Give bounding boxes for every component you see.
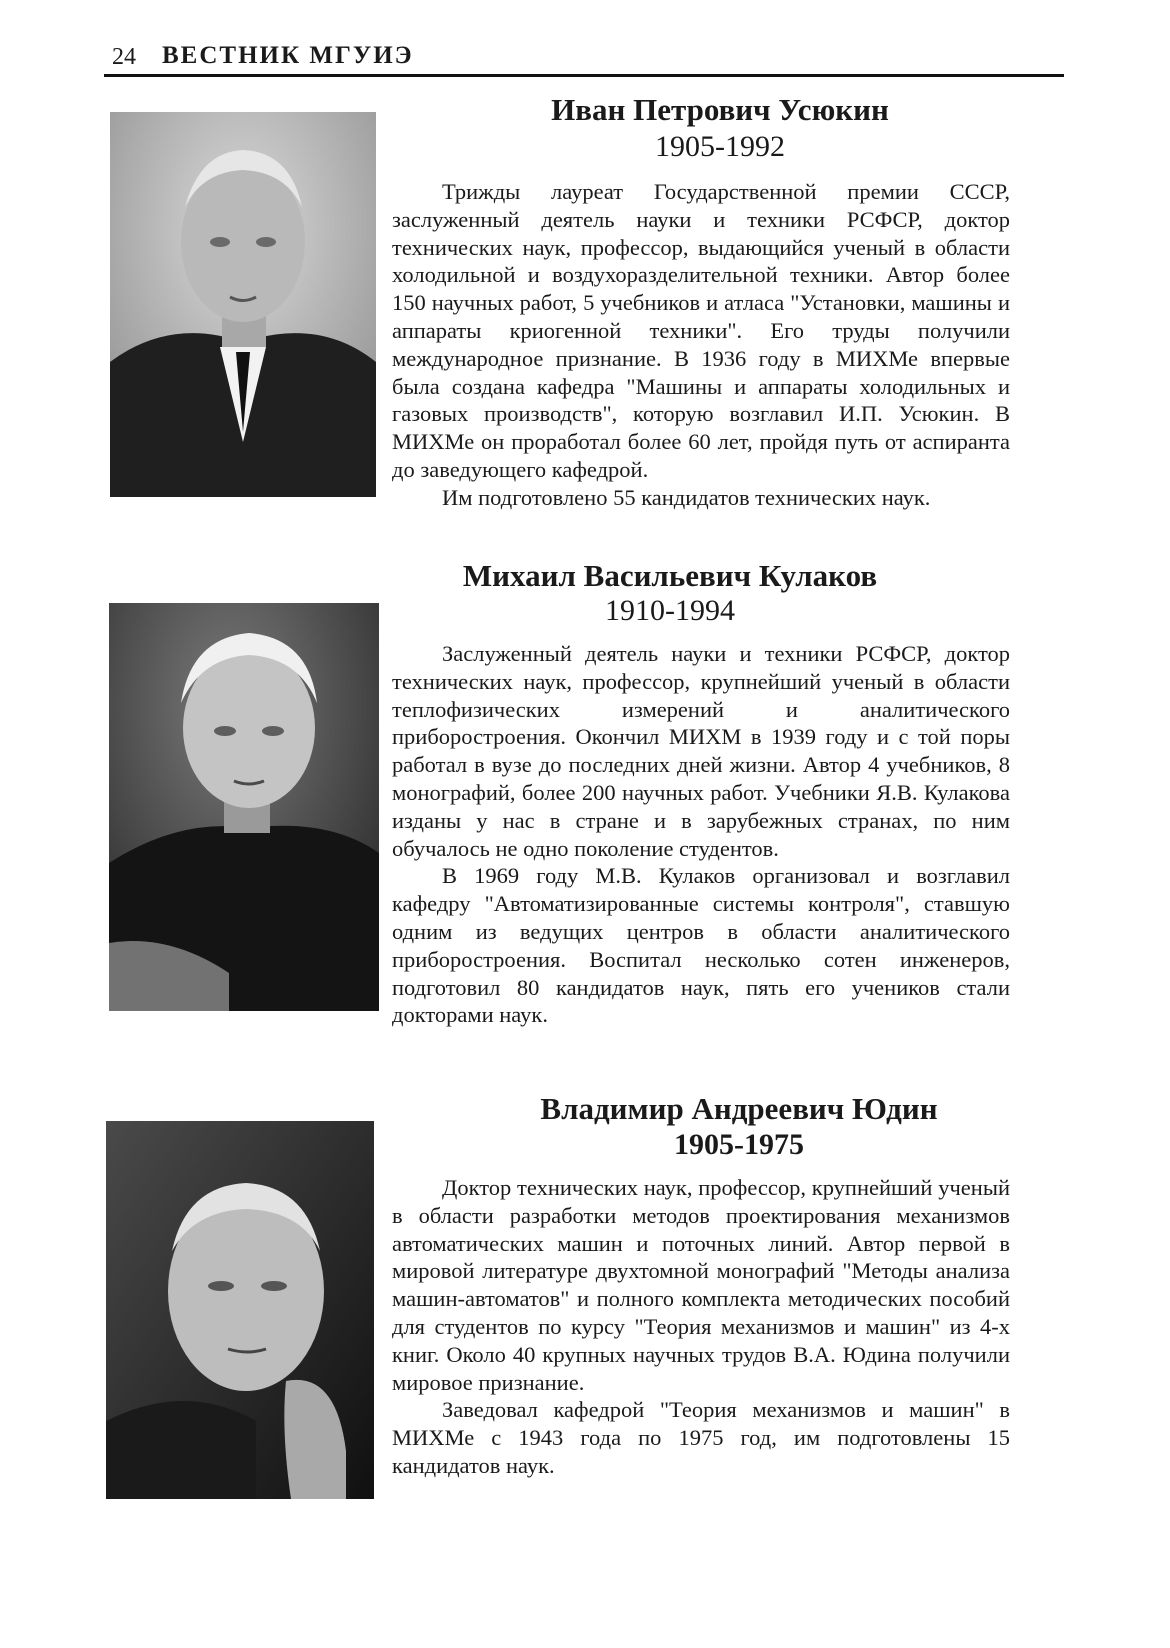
biography-paragraph: Заслуженный деятель науки и техники РСФСР, доктор технических наук, профессор, крупнейший ученый в области теплофизических измерений и аналитического приборостроения. Окончил МИХМ в 1939 году и с той поры работал в вузе до последних дней жизни. Автор 4 учебников, 8 монографий, более 200 научных работ. Учебники Я.В. Кулакова изданы у нас в стране и в зарубежных странах, по ним обучалось не одно поколение студентов. [392, 641, 1010, 861]
person-name: Владимир Андреевич Юдин [540, 1091, 938, 1126]
person-name: Иван Петрович Усюкин [551, 92, 889, 127]
portrait-photo-yudin [106, 1121, 374, 1499]
portrait-photo-usyukin [110, 112, 376, 497]
person-years: 1905-1992 [655, 130, 785, 163]
biography-paragraph: В 1969 году М.В. Кулаков организовал и возглавил кафедру "Автоматизированные системы контроля", ставшую одним из ведущих центров в области аналитического приборостроения. Воспитал несколько сотен инженеров, подготовил 80 кандидатов наук, пять его учеников стали докторами наук. [392, 863, 1010, 1028]
person-biography [392, 1174, 1010, 1480]
person-years: 1910-1994 [605, 594, 735, 627]
journal-title: ВЕСТНИК МГУИЭ [162, 42, 414, 69]
biography-paragraph: Трижды лауреат Государственной премии СССР, заслуженный деятель науки и техники РСФСР, доктор технических наук, профессор, выдающийся ученый в области холодильной и воздухоразделительной техники. Автор более 150 научных работ, 5 учебников и атласа "Установки, машины и аппараты криогенной техники". Его труды получили международное признание. В 1936 году в МИХМе впервые была создана кафедра "Машины и аппараты холодильных и газовых производств", которую возглавил И.П. Усюкин. В МИХМе он проработал более 60 лет, пройдя путь от аспиранта до заведующего кафедрой. [392, 179, 1010, 482]
header-rule [104, 74, 1064, 77]
person-name: Михаил Васильевич Кулаков [462, 558, 878, 593]
person-years: 1905-1975 [674, 1128, 804, 1161]
biography-paragraph: Доктор технических наук, профессор, крупнейший ученый в области разработки методов проектирования механизмов автоматических машин и поточных линий. Автор первой в мировой литературе двухтомной монографий "Методы анализа машин-автоматов" и полного комплекта методических пособий для студентов по курсу "Теория механизмов и машин" из 4-х книг. Около 40 крупных научных трудов В.А. Юдина получили мировое признание. [392, 1175, 1010, 1395]
biography-paragraph: Заведовал кафедрой "Теория механизмов и машин" в МИХМе с 1943 года по 1975 год, им подготовлены 15 кандидатов наук. [392, 1397, 1010, 1478]
person-biography [392, 178, 1010, 512]
portrait-photo-kulakov [109, 603, 379, 1011]
page-number: 24 [112, 44, 136, 70]
page-header [104, 38, 1064, 78]
biography-paragraph: Им подготовлено 55 кандидатов технических наук. [442, 484, 931, 510]
person-biography [392, 640, 1010, 1029]
